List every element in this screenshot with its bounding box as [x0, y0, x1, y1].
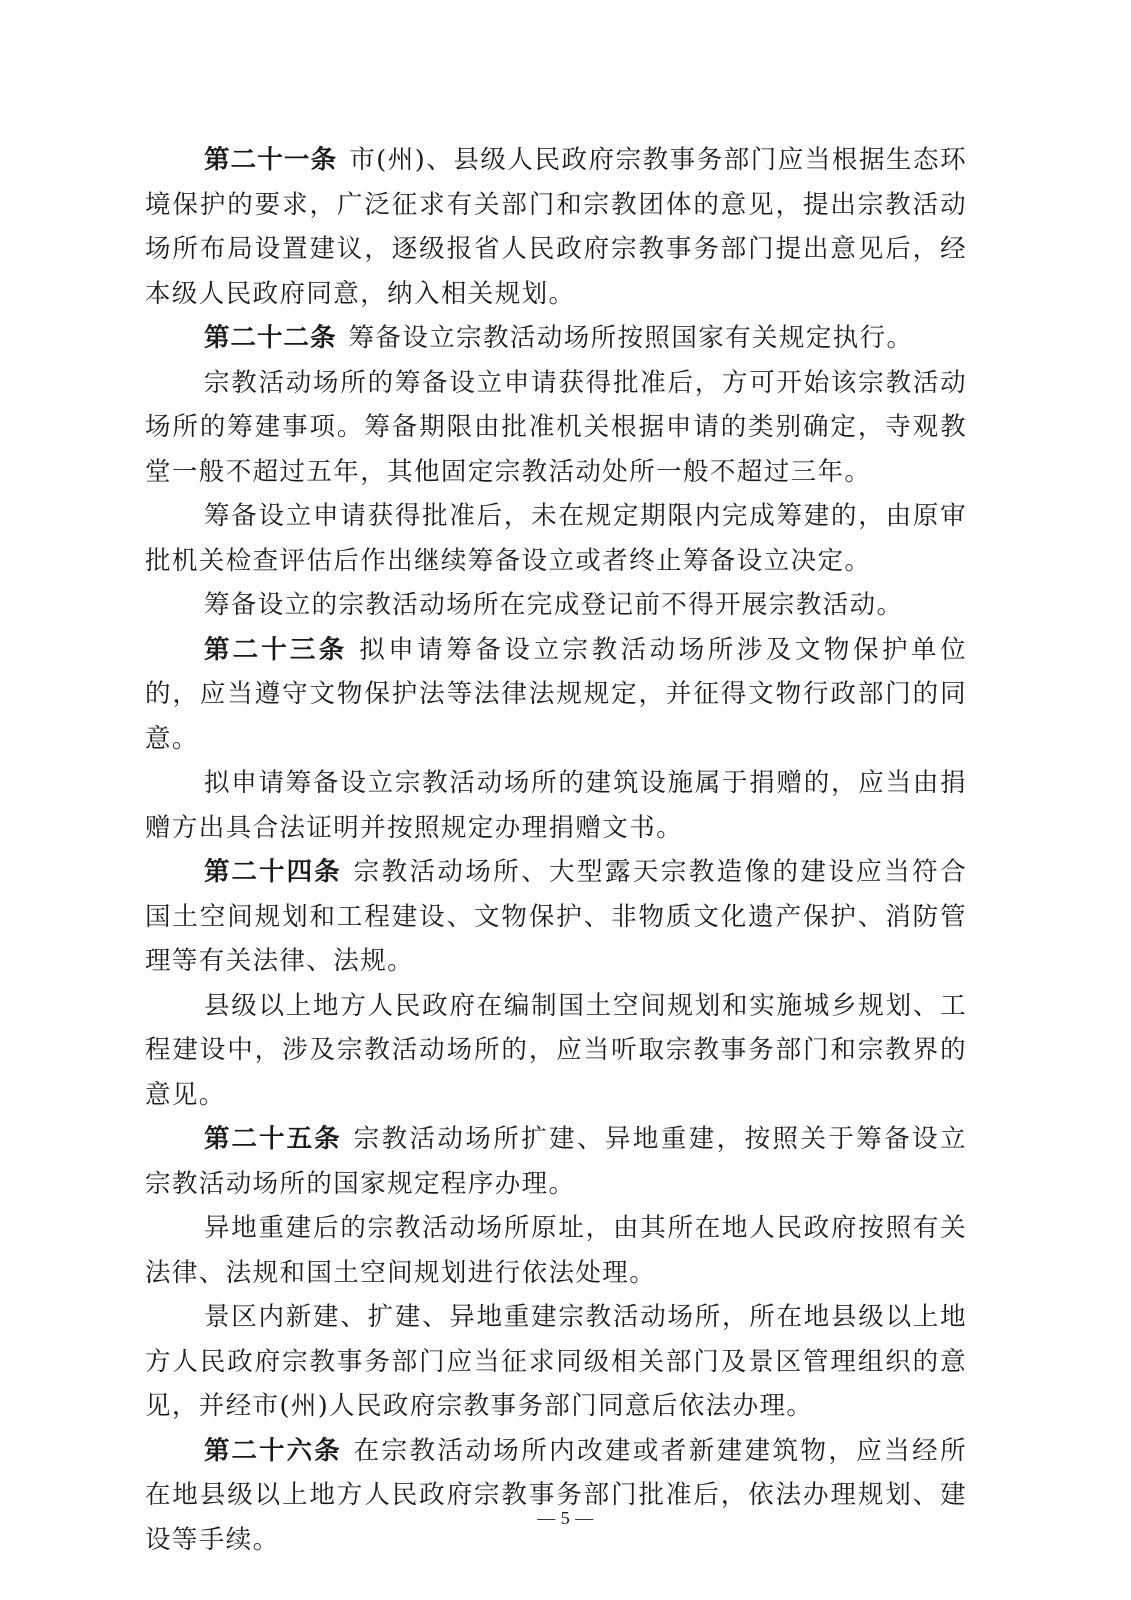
document-body	[145, 138, 967, 1562]
paragraph-text: 宗教活动场所、大型露天宗教造像的建设应当符合国土空间规划和工程建设、文物保护、非物质文化遗产保护、消防管理等有关法律、法规。	[145, 857, 967, 976]
paragraph-text: 筹备设立的宗教活动场所在完成登记前不得开展宗教活动。	[204, 590, 904, 620]
page-number: — 5 —	[537, 1508, 594, 1528]
paragraph-article-21	[145, 138, 967, 316]
article-number: 第二十五条	[204, 1124, 342, 1154]
paragraph-text: 异地重建后的宗教活动场所原址，由其所在地人民政府按照有关法律、法规和国土空间规划进行依法处理。	[145, 1213, 967, 1288]
paragraph-article-25	[145, 1117, 967, 1206]
paragraph	[145, 361, 967, 495]
paragraph-article-24	[145, 850, 967, 984]
article-number: 第二十三条	[204, 634, 348, 665]
paragraph-text: 宗教活动场所扩建、异地重建，按照关于筹备设立宗教活动场所的国家规定程序办理。	[145, 1124, 967, 1199]
paragraph-article-26	[145, 1429, 967, 1563]
paragraph	[145, 494, 967, 583]
paragraph-text: 拟申请筹备设立宗教活动场所的建筑设施属于捐赠的，应当由捐赠方出具合法证明并按照规定办理捐赠文书。	[145, 768, 967, 843]
paragraph-text: 市(州)、县级人民政府宗教事务部门应当根据生态环境保护的要求，广泛征求有关部门和宗教团体的意见，提出宗教活动场所布局设置建议，逐级报省人民政府宗教事务部门提出意见后，经本级人民政府同意，纳入相关规划。	[145, 145, 967, 309]
paragraph	[145, 1295, 967, 1429]
paragraph-article-23	[145, 628, 967, 762]
paragraph	[145, 984, 967, 1118]
paragraph-text: 宗教活动场所的筹备设立申请获得批准后，方可开始该宗教活动场所的筹建事项。筹备期限由批准机关根据申请的类别确定，寺观教堂一般不超过五年，其他固定宗教活动处所一般不超过三年。	[145, 367, 967, 487]
paragraph	[145, 761, 967, 850]
paragraph	[145, 1206, 967, 1295]
article-number: 第二十二条	[204, 323, 337, 353]
article-number: 第二十一条	[204, 145, 338, 175]
paragraph-article-22	[145, 316, 967, 361]
article-number: 第二十六条	[204, 1435, 342, 1466]
paragraph	[145, 583, 967, 628]
paragraph-text: 拟申请筹备设立宗教活动场所涉及文物保护单位的，应当遵守文物保护法等法律法规规定，并征得文物行政部门的同意。	[145, 634, 967, 754]
paragraph-text: 筹备设立宗教活动场所按照国家有关规定执行。	[348, 323, 914, 353]
paragraph-text: 在宗教活动场所内改建或者新建建筑物，应当经所在地县级以上地方人民政府宗教事务部门批准后，依法办理规划、建设等手续。	[145, 1435, 967, 1555]
paragraph-text: 县级以上地方人民政府在编制国土空间规划和实施城乡规划、工程建设中，涉及宗教活动场所的，应当听取宗教事务部门和宗教界的意见。	[145, 990, 967, 1110]
paragraph-text: 景区内新建、扩建、异地重建宗教活动场所，所在地县级以上地方人民政府宗教事务部门应当征求同级相关部门及景区管理组织的意见，并经市(州)人民政府宗教事务部门同意后依法办理。	[145, 1302, 967, 1421]
paragraph-text: 筹备设立申请获得批准后，未在规定期限内完成筹建的，由原审批机关检查评估后作出继续筹备设立或者终止筹备设立决定。	[145, 501, 967, 576]
article-number: 第二十四条	[204, 857, 342, 887]
